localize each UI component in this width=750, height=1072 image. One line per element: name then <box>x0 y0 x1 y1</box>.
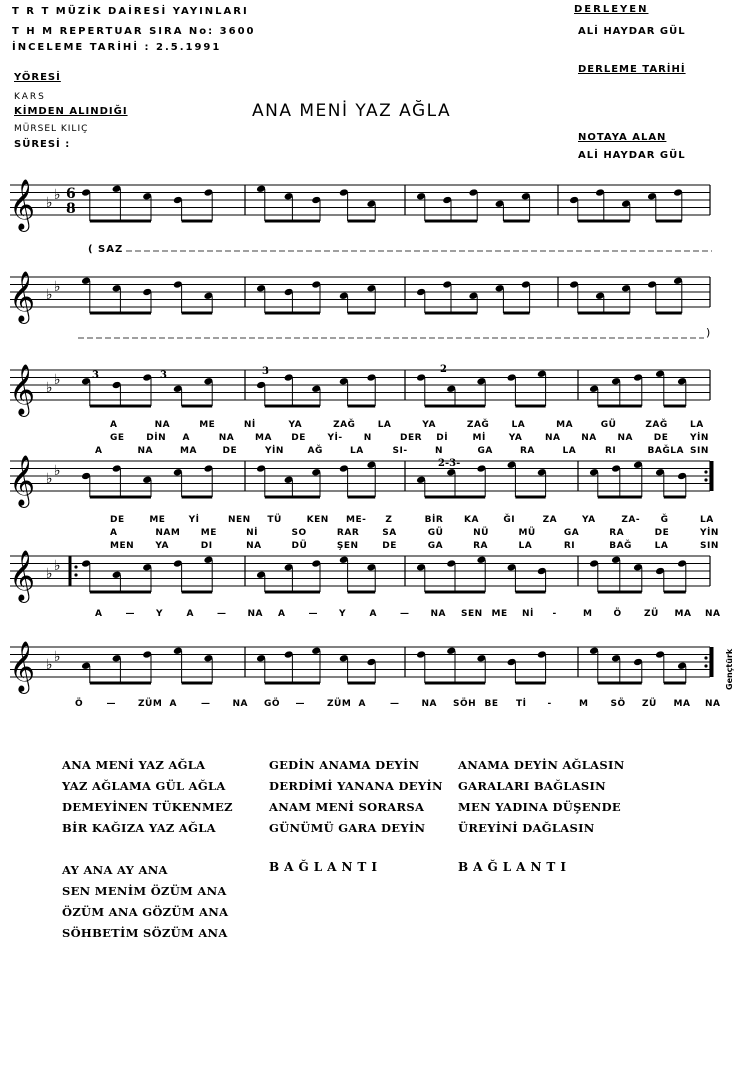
lyric-syllable: GA <box>477 446 493 456</box>
lyric-syllable: Nİ <box>522 609 534 619</box>
repeat-dot <box>74 565 77 568</box>
lyric-syllable: LA <box>511 420 526 430</box>
copyist-mark: Gençtürk <box>725 648 734 690</box>
lyric-syllable: YA <box>582 515 596 525</box>
lyric-syllable: RI <box>605 446 617 456</box>
lyric-syllable: DE <box>654 528 670 538</box>
lyric-syllable: RA <box>473 541 488 551</box>
verse-line: GEDİN ANAMA DEYİN <box>269 758 420 772</box>
lyric-syllable: NA <box>705 699 721 709</box>
lyric-syllable: YA <box>422 420 436 430</box>
lyric-syllable: NAM <box>155 528 181 538</box>
lyric-syllable: DE <box>291 433 306 443</box>
lyric-syllable: YA <box>155 541 169 551</box>
lyric-syllable: SIN <box>700 541 719 551</box>
lyric-syllable: Dİ <box>436 433 449 443</box>
time-signature-top: 6 <box>66 186 76 202</box>
lyric-syllable: A <box>369 609 377 619</box>
verse-line: DEMEYİNEN TÜKENMEZ <box>62 800 233 814</box>
lyric-syllable: TÜ <box>267 515 282 525</box>
repeat-dot <box>704 656 707 659</box>
lyric-syllable: SA <box>382 528 397 538</box>
lyric-syllable: NA <box>247 609 263 619</box>
lyric-syllable: LA <box>690 420 704 430</box>
lyric-syllable: NA <box>430 609 446 619</box>
verse-line: ANA MENİ YAZ AĞLA <box>62 758 206 772</box>
lyric-syllable: MA <box>673 699 691 709</box>
lyric-syllable: SO <box>291 528 307 538</box>
lyric-syllable: - <box>547 699 552 709</box>
lyric-syllable: ZAĞ <box>466 420 490 430</box>
flat-icon: ♭ <box>54 558 61 574</box>
treble-clef-icon: 𝄞 <box>9 364 36 415</box>
verse-line: DERDİMİ YANANA DEYİN <box>269 779 443 793</box>
lyric-syllable: YA <box>508 433 523 443</box>
kimden-value: MÜRSEL KILIÇ <box>14 124 89 134</box>
lyric-syllable: A <box>278 609 286 619</box>
lyric-syllable: Nİ <box>246 528 259 538</box>
lyric-syllable: ZÜM <box>138 699 163 709</box>
lyric-syllable: BİR <box>424 515 444 525</box>
lyric-syllable: Nİ <box>243 420 256 430</box>
lyric-syllable: ZÜ <box>642 699 657 709</box>
lyric-syllable: NA <box>154 420 171 430</box>
lyric-syllable: DER <box>400 433 423 443</box>
treble-clef-icon: 𝄞 <box>9 550 36 601</box>
lyric-syllable: LA <box>562 446 577 456</box>
derleme-tarihi-label: DERLEME TARİHİ <box>578 64 686 75</box>
tuplet-number: 3 <box>92 370 99 381</box>
lyric-syllable: — <box>308 609 318 619</box>
lyric-syllable: AĞ <box>307 446 323 456</box>
treble-clef-icon: 𝄞 <box>9 271 36 322</box>
lyric-syllable: Yİ- <box>327 433 343 443</box>
baglanti-label-2: BAĞLANTI <box>458 860 571 874</box>
lyric-syllable: RI <box>563 541 576 551</box>
verse-line: ANAMA DEYİN AĞLASIN <box>458 758 625 772</box>
lyric-syllable: Z <box>385 515 393 525</box>
lyric-syllable: ZÜ <box>644 609 659 619</box>
verse-3 <box>458 755 625 839</box>
lyric-syllable: ME- <box>346 515 367 525</box>
lyric-syllable: YİN <box>700 528 719 538</box>
flat-icon: ♭ <box>46 471 53 487</box>
lyric-syllable: ZA- <box>621 515 641 525</box>
lyric-syllable: NA <box>246 541 262 551</box>
verse-line: GÜNÜMÜ GARA DEYİN <box>269 821 426 835</box>
flat-icon: ♭ <box>46 287 53 303</box>
lyric-syllable: A <box>169 699 177 709</box>
verse-line: GARALARI BAĞLASIN <box>458 779 606 793</box>
lyric-syllable: Yİ <box>188 515 200 525</box>
flat-icon: ♭ <box>46 566 53 582</box>
flat-icon: ♭ <box>54 463 61 479</box>
lyric-syllable: DE <box>110 515 125 525</box>
lyric-syllable: Mİ <box>472 433 486 443</box>
repertoire-number: T H M REPERTUAR SIRA No: 3600 <box>12 26 256 37</box>
lyric-syllable: SEN <box>461 609 483 619</box>
lyric-syllable: GA <box>427 541 444 551</box>
flat-icon: ♭ <box>54 187 61 203</box>
tuplet-number: 3 <box>160 370 167 381</box>
lyric-syllable: GÜ <box>600 420 617 430</box>
lyric-syllable: BE <box>484 699 499 709</box>
review-date: İNCELEME TARİHİ : 2.5.1991 <box>12 42 222 53</box>
verse-line: MEN YADINA DÜŞENDE <box>458 800 621 814</box>
lyric-syllable: — <box>125 609 135 619</box>
flat-icon: ♭ <box>54 279 61 295</box>
lyric-syllable: DE <box>382 541 397 551</box>
lyric-syllable: NA <box>218 433 235 443</box>
lyric-syllable: — <box>400 609 410 619</box>
saz-label: ( SAZ <box>88 244 124 255</box>
volta-number: 2-3- <box>438 458 461 469</box>
lyric-syllable: M <box>579 699 589 709</box>
lyric-syllable: ME <box>149 515 166 525</box>
chorus-line: SEN MENİM ÖZÜM ANA <box>62 884 227 898</box>
volta-number: 2 <box>440 364 447 375</box>
chorus <box>62 860 228 944</box>
verse-line: ANAM MENİ SORARSA <box>269 800 425 814</box>
lyric-syllable: - <box>552 609 557 619</box>
lyric-syllable: NA <box>421 699 437 709</box>
lyric-syllable: LA <box>377 420 392 430</box>
verse-1 <box>62 755 233 839</box>
derleyen-value: ALİ HAYDAR GÜL <box>578 26 686 37</box>
lyric-syllable: SÖ <box>610 699 626 709</box>
lyric-syllable: DE <box>222 446 238 456</box>
lyric-syllable: RA <box>520 446 535 456</box>
lyric-syllable: N <box>435 446 444 456</box>
chorus-line: ÖZÜM ANA GÖZÜM ANA <box>62 905 229 919</box>
derleyen-label: DERLEYEN <box>574 4 649 15</box>
flat-icon: ♭ <box>54 649 61 665</box>
yoresi-label: YÖRESİ <box>14 72 61 83</box>
lyric-syllable: ŞEN <box>336 541 359 551</box>
lyric-syllable: DE <box>653 433 669 443</box>
lyric-syllable: LA <box>518 541 533 551</box>
verse-line: BİR KAĞIZA YAZ AĞLA <box>62 821 216 835</box>
lyric-syllable: YİN <box>265 446 284 456</box>
flat-icon: ♭ <box>54 372 61 388</box>
lyric-syllable: A <box>110 528 118 538</box>
lyric-syllable: A <box>95 446 103 456</box>
lyric-syllable: BAĞLA <box>647 446 684 456</box>
lyric-syllable: GA <box>563 528 580 538</box>
lyric-syllable: ME <box>200 528 217 538</box>
song-title: ANA MENİ YAZ AĞLA <box>252 101 452 121</box>
lyric-syllable: YİN <box>690 433 709 443</box>
saz-close: ) <box>706 326 711 339</box>
notaya-alan-value: ALİ HAYDAR GÜL <box>578 150 686 161</box>
verse-2 <box>269 755 443 839</box>
lyric-syllable: GE <box>110 433 125 443</box>
lyric-syllable: A <box>186 609 194 619</box>
treble-clef-icon: 𝄞 <box>9 179 36 230</box>
lyric-syllable: — <box>106 699 116 709</box>
lyric-syllable: — <box>390 699 400 709</box>
lyric-syllable: SÖH <box>453 699 477 709</box>
lyric-syllable: KA <box>464 515 479 525</box>
tuplet-number: 3 <box>262 366 269 377</box>
lyric-syllable: A <box>95 609 103 619</box>
lyric-syllable: NEN <box>228 515 251 525</box>
time-signature-bottom: 8 <box>66 201 76 217</box>
lyric-syllable: MÜ <box>518 528 536 538</box>
lyric-syllable: MA <box>556 420 574 430</box>
kimden-label: KİMDEN ALINDIĞI <box>14 106 128 117</box>
treble-clef-icon: 𝄞 <box>9 455 36 506</box>
publisher-line: T R T MÜZİK DAİRESİ YAYINLARI <box>12 6 249 17</box>
chorus-line: SÖHBETİM SÖZÜM ANA <box>62 926 228 940</box>
lyric-syllable: SI- <box>392 446 408 456</box>
lyric-syllable: MA <box>674 609 692 619</box>
lyric-syllable: M <box>583 609 593 619</box>
lyric-syllable: LA <box>350 446 364 456</box>
lyric-syllable: LA <box>700 515 714 525</box>
repeat-dot <box>704 470 707 473</box>
lyric-syllable: NA <box>581 433 597 443</box>
lyric-syllable: ME <box>491 609 508 619</box>
lyric-syllable: MEN <box>110 541 135 551</box>
lyric-syllable: MA <box>180 446 197 456</box>
lyric-syllable: — <box>201 699 211 709</box>
repeat-dot <box>704 664 707 667</box>
lyric-syllable: N <box>363 433 372 443</box>
lyric-syllable: ZÜM <box>327 699 352 709</box>
treble-clef-icon: 𝄞 <box>9 641 36 692</box>
flat-icon: ♭ <box>46 657 53 673</box>
lyric-syllable: ME <box>199 420 216 430</box>
lyric-syllable: GÜ <box>427 528 444 538</box>
lyric-syllable: KEN <box>306 515 329 525</box>
lyric-syllable: Y <box>339 609 347 619</box>
lyric-syllable: DÜ <box>291 541 308 551</box>
lyric-syllable: — <box>295 699 305 709</box>
lyric-syllable: NÜ <box>473 528 489 538</box>
lyric-syllable: DI <box>200 541 213 551</box>
repeat-dot <box>74 573 77 576</box>
lyric-syllable: BAĞ <box>609 541 632 551</box>
lyric-syllable: Ö <box>613 609 622 619</box>
lyric-syllable: DİN <box>146 433 167 443</box>
lyric-syllable: GÖ <box>264 699 281 709</box>
lyric-syllable: ZA <box>542 515 558 525</box>
lyric-syllable: MA <box>255 433 272 443</box>
lyric-syllable: NA <box>137 446 153 456</box>
lyric-syllable: NA <box>705 609 721 619</box>
lyric-syllable: SIN <box>690 446 709 456</box>
lyric-syllable: Tİ <box>516 699 527 709</box>
lyric-syllable: RA <box>609 528 625 538</box>
suresi-label: SÜRESİ : <box>14 139 71 150</box>
flat-icon: ♭ <box>46 380 53 396</box>
lyric-syllable: LA <box>654 541 669 551</box>
lyric-syllable: ĞI <box>503 515 516 525</box>
flat-icon: ♭ <box>46 195 53 211</box>
repeat-dot <box>704 478 707 481</box>
lyric-syllable: YA <box>288 420 303 430</box>
lyric-syllable: Ğ <box>660 515 669 525</box>
lyric-syllable: Y <box>156 609 164 619</box>
verse-line: YAZ AĞLAMA GÜL AĞLA <box>62 779 226 793</box>
lyric-syllable: NA <box>545 433 561 443</box>
lyric-syllable: A <box>110 420 118 430</box>
lyric-syllable: ZAĞ <box>645 420 668 430</box>
yoresi-value: KARS <box>14 92 46 102</box>
lyric-syllable: ZAĞ <box>333 420 356 430</box>
verse-line: ÜREYİNİ DAĞLASIN <box>458 821 595 835</box>
lyric-syllable: A <box>182 433 190 443</box>
lyric-syllable: NA <box>617 433 633 443</box>
lyric-syllable: Ö <box>75 699 84 709</box>
lyric-syllable: NA <box>232 699 248 709</box>
lyric-syllable: — <box>217 609 227 619</box>
baglanti-label-1: BAĞLANTI <box>269 860 382 874</box>
chorus-line: AY ANA AY ANA <box>62 863 168 877</box>
lyric-syllable: RAR <box>336 528 360 538</box>
lyric-syllable: A <box>358 699 366 709</box>
notaya-alan-label: NOTAYA ALAN <box>578 132 667 143</box>
